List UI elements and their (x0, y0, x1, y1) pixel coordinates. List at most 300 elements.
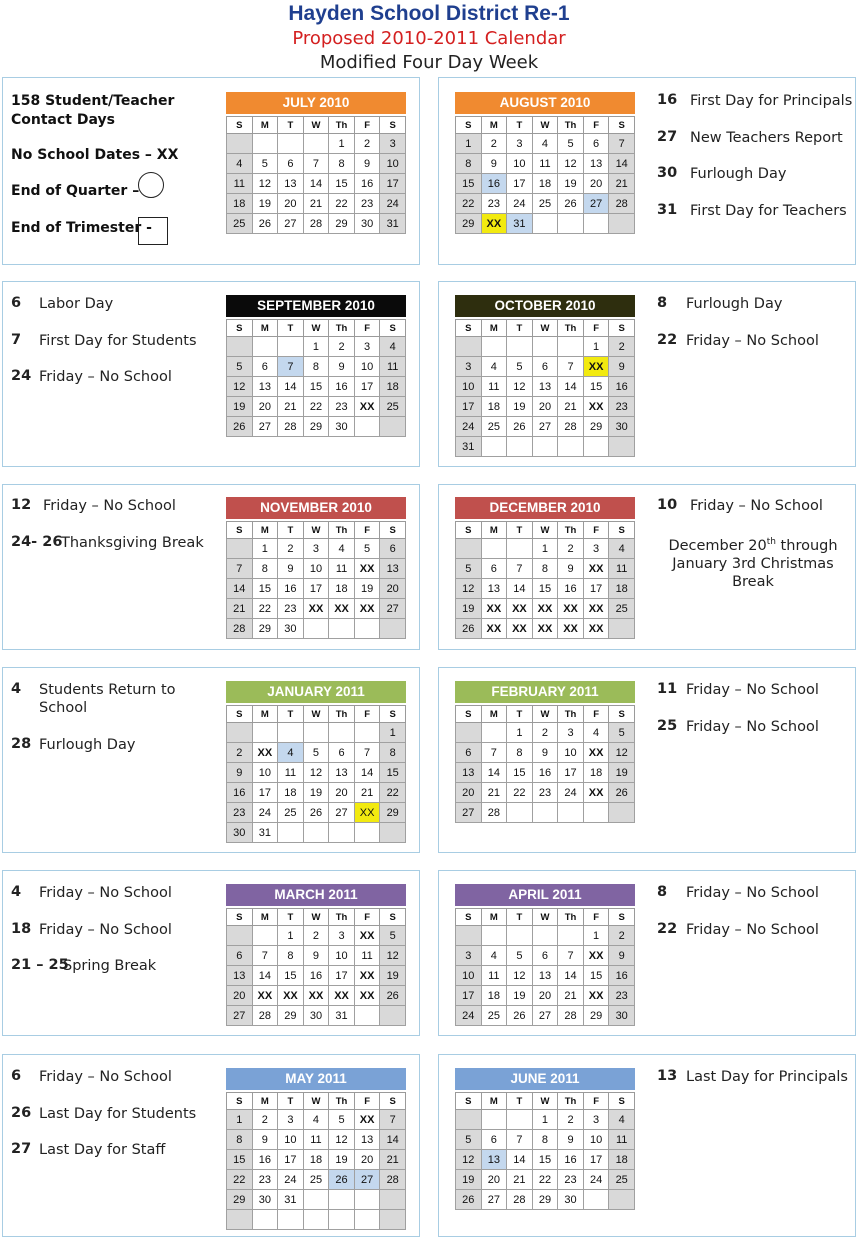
calendar-day: XX (532, 619, 558, 639)
weekday-header: S (227, 1093, 253, 1110)
calendar-day (609, 214, 635, 234)
weekday-header: W (532, 320, 558, 337)
calendar-week-row (456, 763, 635, 783)
calendar-week-row (456, 194, 635, 214)
calendar-day: 6 (329, 743, 355, 763)
calendar-day: XX (278, 986, 304, 1006)
calendar-day: 27 (329, 803, 355, 823)
calendar-day: 21 (227, 599, 253, 619)
calendar-day: 30 (609, 1006, 635, 1026)
calendar-day: 13 (380, 559, 406, 579)
calendar-day: 22 (507, 783, 533, 803)
calendar-week-row (456, 397, 635, 417)
calendar-day: 1 (227, 1110, 253, 1130)
calendar-day: 16 (227, 783, 253, 803)
calendar-day (278, 134, 304, 154)
weekday-header: T (507, 117, 533, 134)
calendar-day: 29 (329, 214, 355, 234)
calendar-day: XX (354, 559, 380, 579)
note-item-feb (657, 681, 857, 717)
calendar-day: 4 (481, 946, 507, 966)
calendar-day: XX (583, 743, 609, 763)
calendar-day (507, 337, 533, 357)
calendar-week-row (456, 377, 635, 397)
calendar-day: 19 (609, 763, 635, 783)
calendar-day: XX (558, 599, 584, 619)
calendar-day (227, 1210, 253, 1230)
calendar-day: 15 (532, 579, 558, 599)
calendar-day: 25 (227, 214, 253, 234)
calendar-week-row (227, 743, 406, 763)
calendar-day: 20 (481, 1170, 507, 1190)
calendar-day (558, 926, 584, 946)
note-text: First Day for Principals (690, 93, 853, 109)
calendar-day: 15 (329, 174, 355, 194)
note-text: New Teachers Report (690, 129, 843, 146)
calendar-day: 2 (252, 1110, 278, 1130)
calendar-day: 15 (380, 763, 406, 783)
note-date: 6 (11, 1068, 22, 1084)
calendar-day: 24 (558, 783, 584, 803)
calendar-day: 5 (227, 357, 253, 377)
calendar-day: 10 (583, 1130, 609, 1150)
calendar-week-row (456, 437, 635, 457)
calendar-day: 16 (532, 763, 558, 783)
calendar-day: 24 (380, 194, 406, 214)
calendar-week-row (227, 1130, 406, 1150)
note-item-oct (657, 332, 857, 368)
calendar-day: 24 (252, 803, 278, 823)
calendar-day: 13 (227, 966, 253, 986)
calendar-day: XX (583, 357, 609, 377)
calendar-day: 8 (303, 357, 329, 377)
calendar-day: XX (583, 599, 609, 619)
calendar-day: 12 (252, 174, 278, 194)
weekday-header: S (456, 1093, 482, 1110)
calendar-day: 14 (558, 966, 584, 986)
calendar-day: 3 (558, 723, 584, 743)
calendar-day: 11 (354, 946, 380, 966)
calendar-week-row (456, 539, 635, 559)
calendar-day: 8 (532, 1130, 558, 1150)
weekday-header: T (278, 909, 304, 926)
calendar-day: 8 (507, 743, 533, 763)
calendar-day: 15 (583, 377, 609, 397)
calendar-day: 16 (558, 1150, 584, 1170)
weekday-header: Th (329, 522, 355, 539)
calendar-day: 30 (303, 1006, 329, 1026)
calendar-day: 29 (583, 417, 609, 437)
calendar-day (252, 1210, 278, 1230)
calendar-day: 12 (609, 743, 635, 763)
calendar-day: 14 (354, 763, 380, 783)
calendar-day: XX (532, 599, 558, 619)
calendar-day: 13 (583, 154, 609, 174)
calendar-day: 5 (354, 539, 380, 559)
calendar-day: 5 (456, 559, 482, 579)
calendar-day (481, 723, 507, 743)
calendar-day: 1 (303, 337, 329, 357)
weekday-header: S (456, 522, 482, 539)
weekday-header: F (354, 320, 380, 337)
calendar-day: 25 (278, 803, 304, 823)
calendar-day: 23 (481, 194, 507, 214)
note-date: 25 (657, 717, 678, 734)
calendar-day: 27 (354, 1170, 380, 1190)
calendar-day: 18 (380, 377, 406, 397)
note-text: Friday – No School (686, 682, 819, 698)
calendar-day: 20 (380, 579, 406, 599)
calendar-day: 12 (380, 946, 406, 966)
quarter-circle-icon (138, 172, 164, 198)
calendar-day: 5 (507, 946, 533, 966)
calendar-week-row (227, 619, 406, 639)
calendar-day: 26 (380, 986, 406, 1006)
calendar-day: 6 (583, 134, 609, 154)
calendar-day (481, 926, 507, 946)
calendar-day: 17 (456, 986, 482, 1006)
note-date: 8 (657, 884, 668, 900)
calendar-day: 11 (303, 1130, 329, 1150)
calendar-day: 9 (329, 357, 355, 377)
calendar-day: 19 (558, 174, 584, 194)
calendar-week-row (456, 559, 635, 579)
calendar-day: 27 (532, 1006, 558, 1026)
calendar-day: 23 (252, 1170, 278, 1190)
calendar-day: 22 (252, 599, 278, 619)
note-text: Friday – No School (686, 332, 819, 349)
christmas-break-line-2: January 3rd Christmas (672, 555, 834, 572)
calendar-day: 14 (609, 154, 635, 174)
calendar-day: 19 (354, 579, 380, 599)
calendar-week-row (227, 1110, 406, 1130)
note-item-aug (657, 202, 857, 238)
calendar-day: 22 (456, 194, 482, 214)
calendar-month-title: AUGUST 2010 (455, 92, 635, 114)
calendar-day: 31 (380, 214, 406, 234)
calendar-day: 2 (609, 337, 635, 357)
note-text: Furlough Day (686, 296, 783, 312)
note-text: Spring Break (63, 958, 157, 974)
weekday-header: T (278, 522, 304, 539)
calendar-day (558, 337, 584, 357)
note-item-feb (657, 718, 857, 754)
calendar-day (303, 619, 329, 639)
calendar-day: XX (481, 619, 507, 639)
calendar-day: 31 (507, 214, 533, 234)
weekday-header: Th (329, 1093, 355, 1110)
weekday-header: Th (329, 320, 355, 337)
calendar-day: 10 (507, 154, 533, 174)
calendar-day: 25 (609, 1170, 635, 1190)
note-item-mar (11, 921, 211, 957)
calendar-day: 11 (227, 174, 253, 194)
calendar-day: 5 (329, 1110, 355, 1130)
calendar-day: 28 (278, 417, 304, 437)
calendar-day: 28 (303, 214, 329, 234)
calendar-day: XX (583, 397, 609, 417)
weekday-header: T (507, 522, 533, 539)
note-date: 12 (11, 497, 32, 513)
calendar-day: 14 (507, 579, 533, 599)
calendar-day: 7 (354, 743, 380, 763)
calendar-day (507, 1110, 533, 1130)
weekday-header: S (609, 522, 635, 539)
calendar-day: 16 (354, 174, 380, 194)
weekday-header: T (507, 909, 533, 926)
calendar-month-title: MAY 2011 (226, 1068, 406, 1090)
calendar-day: 11 (329, 559, 355, 579)
calendar-day: 19 (329, 1150, 355, 1170)
note-date: 31 (657, 201, 678, 218)
calendar-week-row (227, 539, 406, 559)
calendar-day: 18 (609, 579, 635, 599)
calendar-week-row (227, 946, 406, 966)
calendar-day: 25 (303, 1170, 329, 1190)
calendar-day: XX (329, 986, 355, 1006)
calendar-day: 20 (456, 783, 482, 803)
calendar-day: 23 (532, 783, 558, 803)
calendar-day: XX (354, 1110, 380, 1130)
calendar-day: 2 (609, 926, 635, 946)
calendar-day: XX (583, 946, 609, 966)
note-date: 21 – 25 (11, 957, 69, 973)
note-text: Furlough Day (39, 737, 136, 753)
calendar-day (507, 803, 533, 823)
calendar-day: 8 (329, 154, 355, 174)
calendar-week-row (227, 134, 406, 154)
note-date: 7 (11, 331, 22, 348)
calendar-day: 27 (532, 417, 558, 437)
calendar-day (380, 823, 406, 843)
calendar-day: 1 (380, 723, 406, 743)
note-date: 10 (657, 497, 678, 513)
calendar-day (278, 337, 304, 357)
calendar-day: 17 (583, 579, 609, 599)
christmas-break-line-1: December 20th through (668, 537, 838, 554)
calendar-day: 16 (481, 174, 507, 194)
note-date: 27 (11, 1141, 32, 1157)
calendar-week-row (456, 723, 635, 743)
calendar-day: 15 (583, 966, 609, 986)
note-text: First Day for Students (39, 332, 197, 349)
weekday-header: F (354, 117, 380, 134)
calendar-day: 2 (532, 723, 558, 743)
calendar-day: 4 (227, 154, 253, 174)
calendar-day: 4 (278, 743, 304, 763)
calendar-day: XX (303, 986, 329, 1006)
weekday-header: T (278, 1093, 304, 1110)
calendar-day (558, 803, 584, 823)
calendar-day: 29 (583, 1006, 609, 1026)
weekday-header: F (354, 706, 380, 723)
calendar-day: 16 (558, 579, 584, 599)
calendar-day: 9 (278, 559, 304, 579)
calendar-week-row (227, 1150, 406, 1170)
weekday-header: Th (329, 117, 355, 134)
calendar-day: 3 (456, 357, 482, 377)
calendar-day: 19 (507, 986, 533, 1006)
calendar-day: 2 (558, 1110, 584, 1130)
weekday-header: M (481, 1093, 507, 1110)
calendar-day: 3 (456, 946, 482, 966)
calendar-day: 2 (329, 337, 355, 357)
calendar-day: 2 (303, 926, 329, 946)
calendar-day: 28 (558, 417, 584, 437)
legend-end-quarter: End of Quarter – (11, 183, 140, 199)
note-date: 28 (11, 736, 32, 752)
weekday-header: M (252, 117, 278, 134)
calendar-day: 9 (558, 1130, 584, 1150)
calendar-day (481, 437, 507, 457)
calendar-day: 26 (329, 1170, 355, 1190)
calendar-month-title: OCTOBER 2010 (455, 295, 635, 317)
note-date: 16 (657, 92, 678, 108)
calendar-day: 17 (456, 397, 482, 417)
calendar-day (354, 823, 380, 843)
calendar-day: 21 (558, 986, 584, 1006)
calendar-day: 31 (252, 823, 278, 843)
calendar-day: 17 (252, 783, 278, 803)
calendar-week-row (456, 134, 635, 154)
calendar-day: 29 (227, 1190, 253, 1210)
note-text: Last Day for Principals (686, 1069, 848, 1085)
calendar-day: 19 (456, 599, 482, 619)
weekday-header: T (278, 117, 304, 134)
calendar-day: 12 (507, 966, 533, 986)
calendar-day: 5 (507, 357, 533, 377)
calendar-day: 2 (558, 539, 584, 559)
page-subtitle: Proposed 2010-2011 Calendar (292, 28, 566, 49)
weekday-header: S (227, 320, 253, 337)
calendar-day (532, 214, 558, 234)
calendar-day: 16 (303, 966, 329, 986)
calendar-month-title: JUNE 2011 (455, 1068, 635, 1090)
calendar-day (227, 337, 253, 357)
calendar-day: 3 (329, 926, 355, 946)
calendar-day: 7 (558, 946, 584, 966)
note-item-mar (11, 884, 211, 920)
weekday-header: M (252, 706, 278, 723)
weekday-header: T (507, 320, 533, 337)
calendar-day: 17 (380, 174, 406, 194)
calendar-day (609, 619, 635, 639)
calendar-day (481, 1110, 507, 1130)
note-text: Labor Day (39, 296, 114, 312)
calendar-day: 4 (303, 1110, 329, 1130)
weekday-header: Th (558, 522, 584, 539)
note-text: Last Day for Staff (39, 1142, 166, 1158)
calendar-day (380, 1190, 406, 1210)
weekday-header: S (227, 522, 253, 539)
calendar-week-row (456, 783, 635, 803)
calendar-day: 11 (609, 1130, 635, 1150)
calendar-day: 30 (252, 1190, 278, 1210)
note-date: 30 (657, 165, 678, 181)
calendar-day: 26 (303, 803, 329, 823)
calendar-day: 23 (354, 194, 380, 214)
weekday-header: F (583, 1093, 609, 1110)
calendar-day: 4 (329, 539, 355, 559)
weekday-header: S (609, 320, 635, 337)
calendar-day: 8 (227, 1130, 253, 1150)
note-text: Furlough Day (690, 166, 787, 182)
calendar-day: 2 (481, 134, 507, 154)
calendar-day: 28 (609, 194, 635, 214)
calendar-month-title: MARCH 2011 (226, 884, 406, 906)
calendar-day: 24 (456, 417, 482, 437)
calendar-week-row (227, 1190, 406, 1210)
legend-no-school: No School Dates – XX (11, 147, 179, 163)
weekday-header: M (481, 909, 507, 926)
calendar-week-row (456, 1110, 635, 1130)
christmas-break-line-3: Break (732, 573, 774, 590)
calendar-day: XX (583, 559, 609, 579)
calendar-day: 3 (380, 134, 406, 154)
calendar-day: 21 (481, 783, 507, 803)
calendar-day: 28 (380, 1170, 406, 1190)
calendar-day: XX (354, 966, 380, 986)
weekday-header: T (278, 706, 304, 723)
calendar-day: 15 (456, 174, 482, 194)
calendar-day: 27 (456, 803, 482, 823)
calendar-day: 14 (507, 1150, 533, 1170)
calendar-day: 7 (558, 357, 584, 377)
calendar-day: 5 (252, 154, 278, 174)
calendar-day: XX (354, 803, 380, 823)
calendar-day: 19 (252, 194, 278, 214)
calendar-day: 3 (583, 539, 609, 559)
calendar-day: 1 (583, 926, 609, 946)
calendar-day: 22 (532, 1170, 558, 1190)
calendar-day: 15 (252, 579, 278, 599)
calendar-day: 6 (532, 357, 558, 377)
note-text: Friday – No School (686, 885, 819, 901)
calendar-week-row (227, 214, 406, 234)
calendar-week-row (456, 337, 635, 357)
calendar-day: 29 (252, 619, 278, 639)
calendar-day (354, 1190, 380, 1210)
calendar-day (303, 134, 329, 154)
calendar-day: XX (329, 599, 355, 619)
calendar-day: 6 (532, 946, 558, 966)
note-text: Friday – No School (43, 498, 176, 514)
calendar-day: 10 (558, 743, 584, 763)
calendar-day: 6 (481, 1130, 507, 1150)
calendar-week-row (227, 803, 406, 823)
weekday-header: S (456, 706, 482, 723)
calendar-day: 13 (252, 377, 278, 397)
calendar-day: 21 (354, 783, 380, 803)
calendar-day (481, 337, 507, 357)
calendar-day: 29 (380, 803, 406, 823)
note-text: First Day for Teachers (690, 202, 847, 219)
calendar-day (558, 437, 584, 457)
note-date: 4 (11, 681, 22, 697)
calendar-day: 18 (303, 1150, 329, 1170)
calendar-day: 18 (532, 174, 558, 194)
calendar-day: 9 (532, 743, 558, 763)
calendar-day: 22 (303, 397, 329, 417)
calendar-day: 23 (278, 599, 304, 619)
calendar-day (532, 337, 558, 357)
calendar-day: 16 (278, 579, 304, 599)
weekday-header: M (481, 117, 507, 134)
calendar-day: 17 (329, 966, 355, 986)
calendar-day: 5 (380, 926, 406, 946)
calendar-day: 29 (278, 1006, 304, 1026)
calendar-day: 7 (252, 946, 278, 966)
